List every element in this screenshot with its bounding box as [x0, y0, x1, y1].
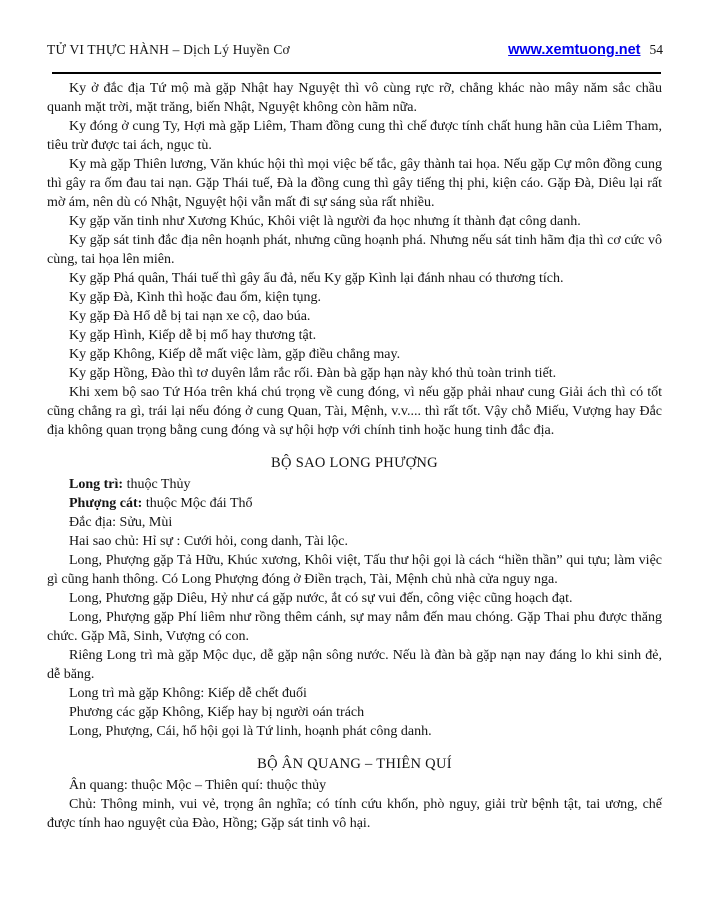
- labeled-paragraph: [47, 494, 662, 513]
- paragraph: Đắc địa: Sửu, Mùi: [69, 515, 173, 530]
- paragraph: Ky gặp Đà, Kình thì hoặc đau ốm, kiện tụng.: [69, 290, 321, 305]
- paragraph: Ky gặp Phá quân, Thái tuế thì gây ẩu đả, nếu Ky gặp Kình lại đánh nhau có thương tích.: [69, 271, 564, 286]
- paragraph: Long trì mà gặp Không: Kiếp dễ chết đuối: [69, 686, 307, 701]
- website-link[interactable]: www.xemtuong.net: [508, 42, 641, 58]
- header-divider: [52, 72, 661, 74]
- paragraph: Long, Phượng gặp Tả Hữu, Khúc xương, Khôi việt, Tấu thư hội gọi là cách “hiền thần” qui tựu; làm việc gì cũng hanh thông. Có Long Phượng đóng ở Điền trạch, Tài, Mệnh chủ nhà cửa nguy nga.: [47, 553, 662, 587]
- page-number: 54: [649, 42, 663, 57]
- paragraph: Ky ở đắc địa Tứ mộ mà gặp Nhật hay Nguyệt thì vô cùng rực rỡ, chẳng khác nào mây năm sắc chầu quanh mặt trời, mặt trăng, biến Nhật, Nguyệt không còn hãm nữa.: [47, 81, 662, 115]
- labeled-paragraph: [47, 475, 662, 494]
- paragraph: Long, Phương gặp Diêu, Hỷ như cá gặp nước, ắt có sự vui đến, công việc cũng hoạch đạt.: [69, 591, 573, 606]
- term-value: thuộc Thủy: [123, 477, 191, 492]
- paragraph: Hai sao chủ: Hỉ sự : Cưới hỏi, cong danh, Tài lộc.: [69, 534, 348, 549]
- term-label: Phượng cát:: [69, 496, 143, 511]
- book-title: TỬ VI THỰC HÀNH – Dịch Lý Huyền Cơ: [47, 42, 290, 57]
- header-right: [508, 42, 663, 58]
- page-header: [47, 42, 663, 58]
- term-label: Long trì:: [69, 477, 124, 492]
- paragraph: Phương các gặp Không, Kiếp hay bị người oán trách: [69, 705, 365, 720]
- section-heading-an-quang-thien-qui: BỘ ÂN QUANG – THIÊN QUÍ: [257, 756, 452, 772]
- paragraph: Ky gặp Đà Hổ dễ bị tai nạn xe cộ, dao búa.: [69, 309, 311, 324]
- paragraph: Ky gặp sát tinh đắc địa nên hoạnh phát, nhưng cũng hoạnh phá. Nhưng nếu sát tinh hãm địa thì cơ cức vô cùng, tai họa lên miên.: [47, 233, 662, 267]
- paragraph: Ky gặp Hình, Kiếp dễ bị mổ hay thương tật.: [69, 328, 317, 343]
- paragraph: Chủ: Thông minh, vui vẻ, trọng ân nghĩa; có tính cứu khốn, phò nguy, giải trừ bệnh tật, tai ương, chế được tính hao nguyệt của Đào, Hồng; Gặp sát tinh vô hại.: [47, 797, 662, 831]
- paragraph: Ky gặp Hồng, Đào thì tơ duyên lắm rắc rối. Đàn bà gặp hạn này khó thủ toàn trinh tiết.: [69, 366, 557, 381]
- paragraph: Ky gặp Không, Kiếp dễ mất việc làm, gặp điều chẳng may.: [69, 347, 401, 362]
- paragraph: Ky mà gặp Thiên lương, Văn khúc hội thì mọi việc bế tắc, gây thành tai họa. Nếu gặp Cự môn đồng cung thì gây ra ốm đau tai nạn. Gặp Thái tuế, Đà la đồng cung thì gây tiếng thị phi, kiện cáo. Gặp Đà, Diêu lại rất mờ ám, nên dù có Nhật, Nguyệt hội vẫn mất đi sự sáng sủa rất nhiều.: [47, 157, 662, 210]
- paragraph: Ân quang: thuộc Mộc – Thiên quí: thuộc thủy: [69, 778, 327, 793]
- document-body: [47, 79, 662, 833]
- paragraph: Long, Phượng gặp Phí liêm như rồng thêm cánh, sự may nắm đến mau chóng. Gặp Thai phu được thăng chức. Gặp Mã, Sinh, Vượng có con.: [47, 610, 662, 644]
- paragraph: Ky đóng ở cung Ty, Hợi mà gặp Liêm, Tham đồng cung thì chế được tính chất hung hãn của Liêm Tham, tiêu trừ được tai ách, ngục tù.: [47, 119, 662, 153]
- paragraph: Long, Phượng, Cái, hổ hội gọi là Tứ linh, hoạnh phát công danh.: [69, 724, 432, 739]
- paragraph: Ky gặp văn tinh như Xương Khúc, Khôi việt là người đa học nhưng ít thành đạt công danh.: [69, 214, 581, 229]
- section-heading-long-phuong: BỘ SAO LONG PHƯỢNG: [271, 455, 438, 471]
- paragraph: Riêng Long trì mà gặp Mộc dục, dễ gặp nận sông nước. Nếu là đàn bà gặp nạn nay đáng lo khi sinh đẻ, dễ băng.: [47, 648, 662, 682]
- paragraph: Khi xem bộ sao Tứ Hóa trên khá chú trọng về cung đóng, vì nếu gặp phải nhaư cung Giải ách thì có tốt cũng chẳng ra gì, trái lại nếu đóng ở cung Quan, Tài, Mệnh, v.v.... thì rất tốt. Vậy chỗ Miếu, Vượng hay Đắc địa không quan trọng bằng cung đóng và sự hội hợp với chính tinh hoặc hung tinh đắc địa.: [47, 385, 662, 438]
- term-value: thuộc Mộc đái Thổ: [142, 496, 253, 511]
